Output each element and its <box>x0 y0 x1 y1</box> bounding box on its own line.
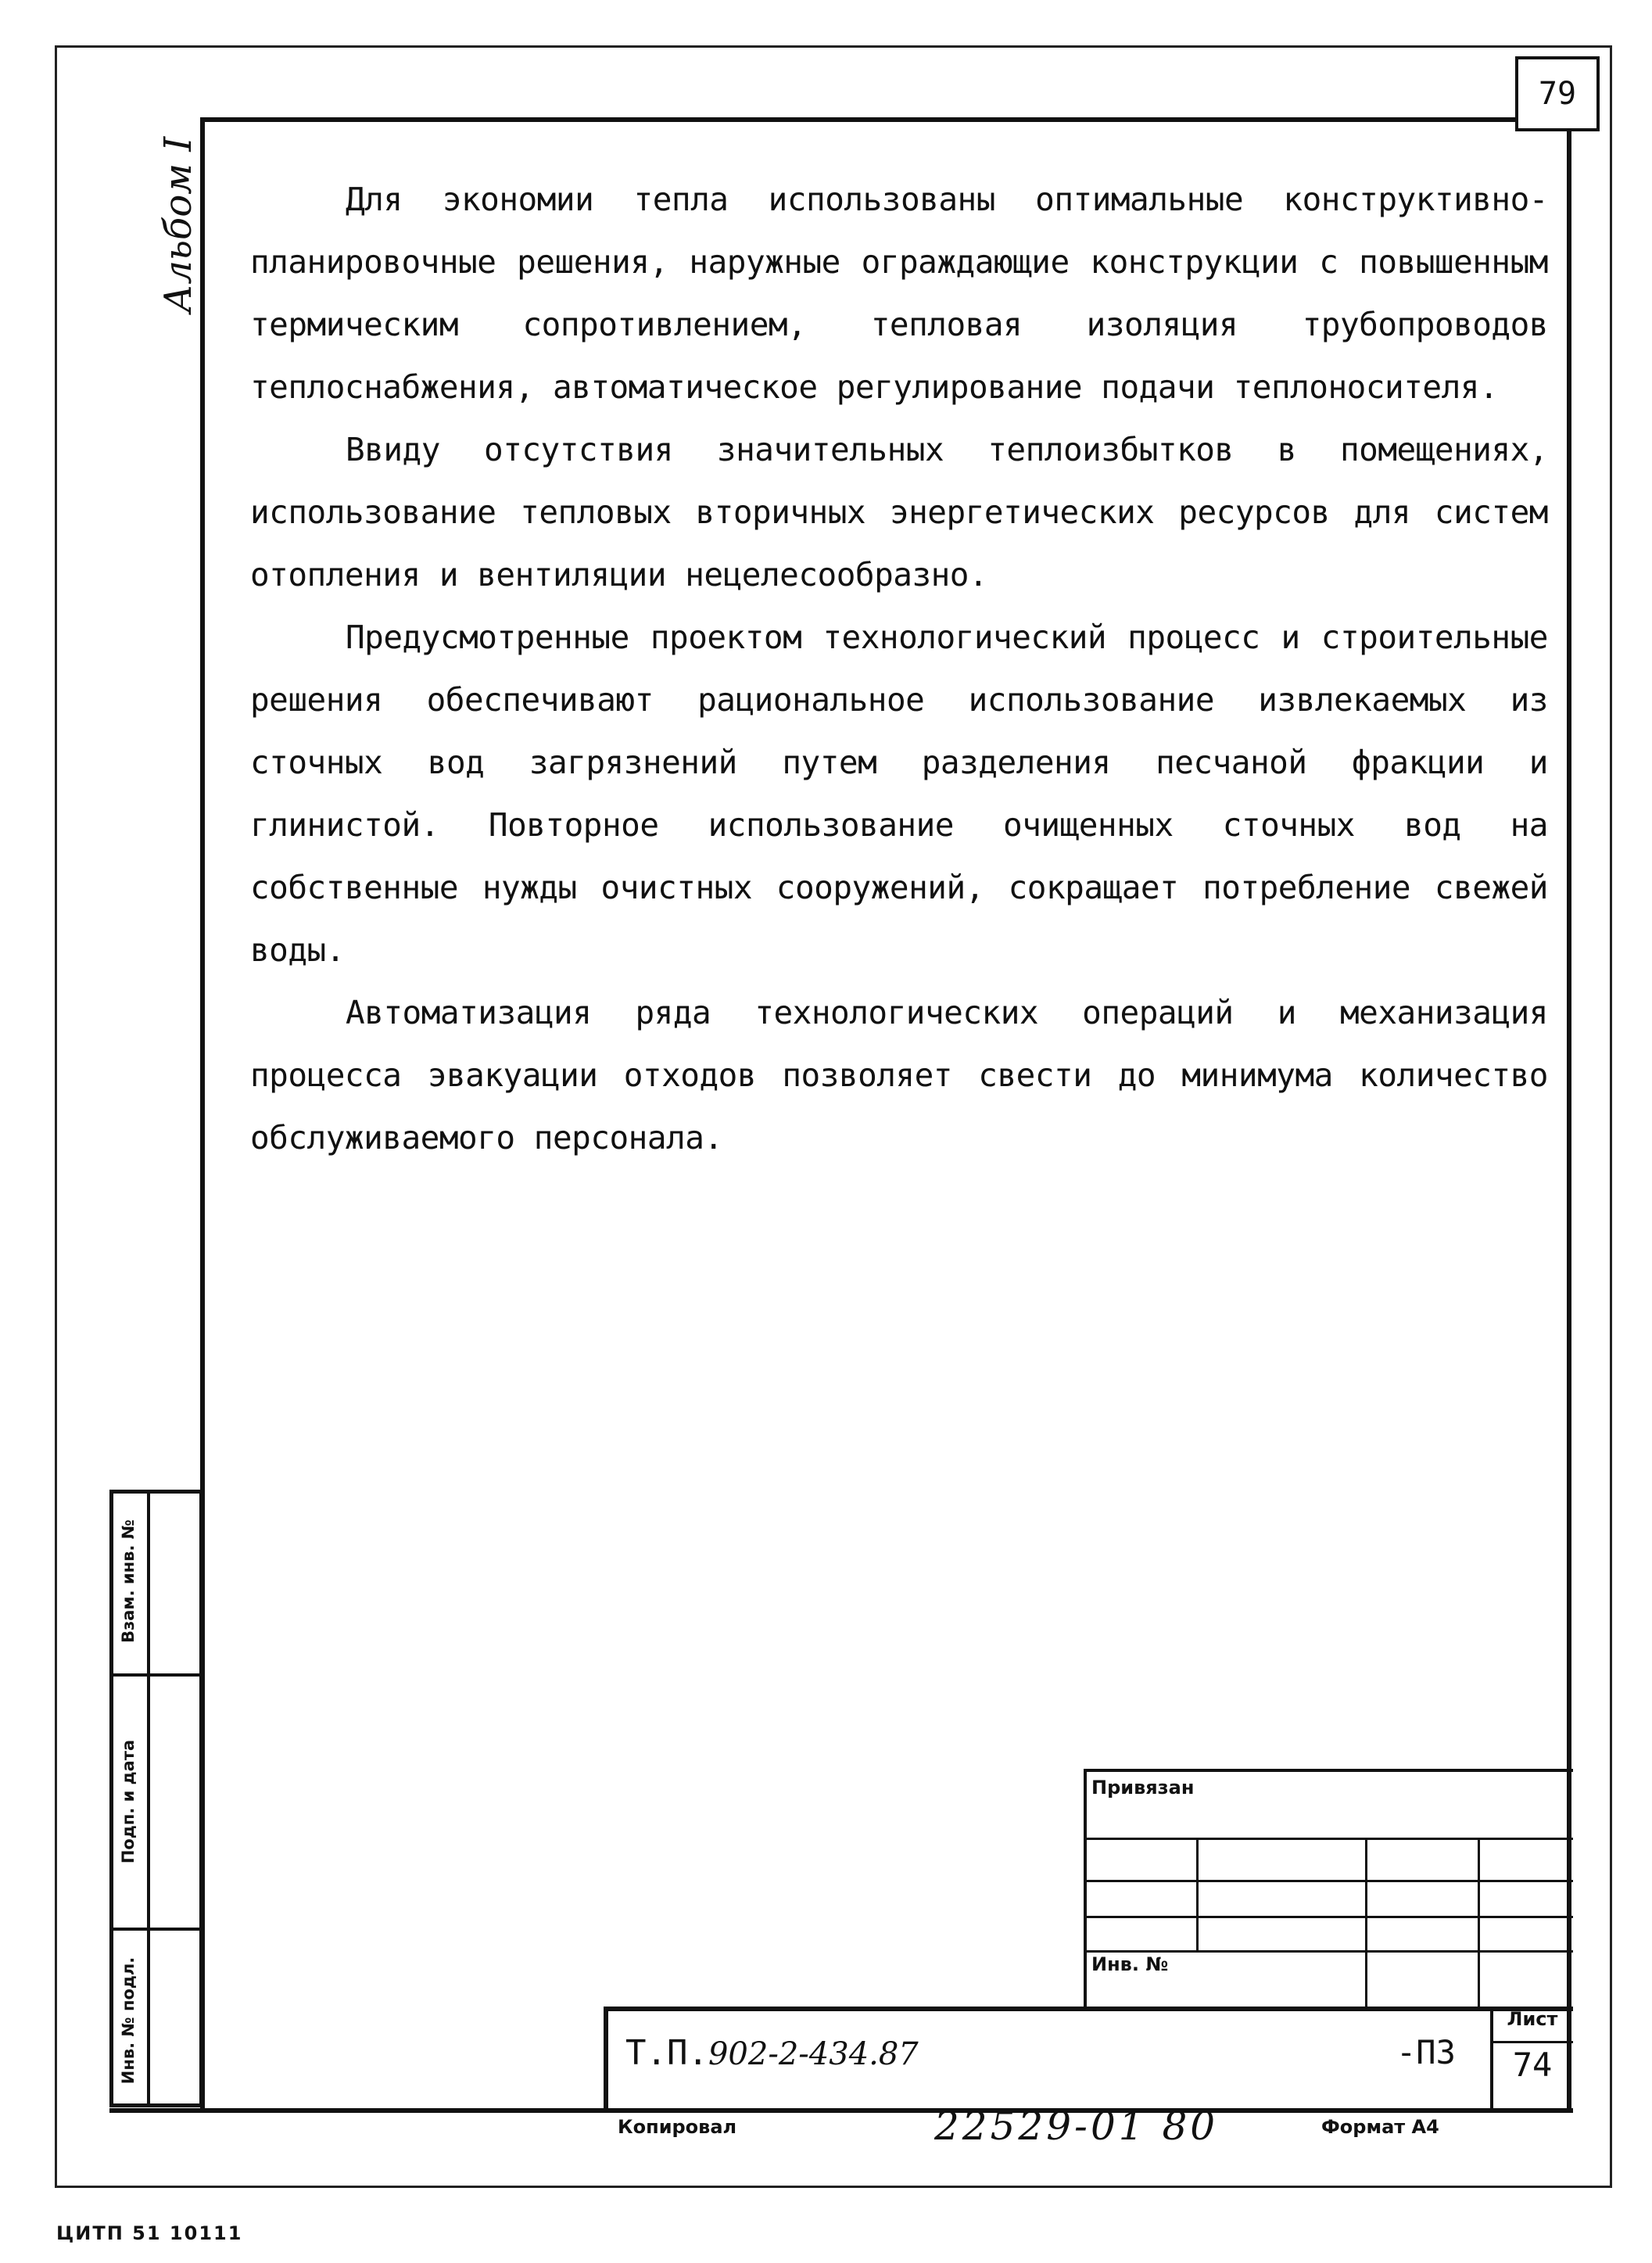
copy-number: 22529-01 80 <box>934 2103 1219 2149</box>
privyazan-col-line <box>1196 1838 1199 1950</box>
doc-code-number: 902-2-434.87 <box>708 2036 919 2072</box>
sheet-number: 74 <box>1512 2046 1553 2084</box>
inv-no-label: Инв. № <box>1091 1953 1169 1975</box>
stamp-strip-divider <box>109 1928 203 1931</box>
inv-podl-label: Инв. № подл. <box>119 1956 138 2085</box>
privyazan-row-line <box>1084 1838 1573 1840</box>
corner-page-number: 79 <box>1515 56 1600 131</box>
printer-mark: ЦИТП 51 10111 <box>56 2222 243 2244</box>
copied-label: Копировал <box>618 2116 737 2138</box>
doc-suffix: -ПЗ <box>1396 2033 1456 2071</box>
paragraph-4: Автоматизация ряда технологических операций и механизация процесса эвакуации отходов позволяет свести до минимума количество обслуживаемого персонала. <box>250 994 1548 1157</box>
paragraph-1: Для экономии тепла использованы оптимальные конструктивно-планировочные решения, наружные ограждающие конструкции с повышенным термическим сопротивлением, тепловая изоляция трубопроводов теплоснабжения, автоматическое регулирование подачи теплоносителя. <box>250 181 1548 406</box>
privyazan-label: Привязан <box>1091 1777 1195 1799</box>
document-code <box>625 2033 919 2073</box>
privyazan-col-line <box>1478 1838 1480 2007</box>
paragraph-2: Ввиду отсутствия значительных теплоизбытков в помещениях, использование тепловых вторичных энергетических ресурсов для систем отопления и вентиляции нецелесообразно. <box>250 431 1548 594</box>
format-label: Формат А4 <box>1321 2116 1439 2138</box>
privyazan-row-line <box>1084 1880 1573 1882</box>
sheet-box-divider <box>1490 2041 1573 2043</box>
body-text <box>250 168 1548 1169</box>
vzam-inv-label: Взам. инв. № <box>119 1519 138 1643</box>
frame-bottom-line <box>109 2108 1573 2113</box>
doc-prefix: Т.П. <box>625 2033 708 2073</box>
podp-data-label: Подп. и дата <box>119 1739 138 1864</box>
privyazan-row-line <box>1084 1916 1573 1918</box>
sheet-label: Лист <box>1507 2008 1558 2030</box>
album-label: Альбом I <box>156 136 200 313</box>
paragraph-3: Предусмотренные проектом технологический процесс и строительные решения обеспечивают рациональное использование извлекаемых из сточных вод загрязнений путем разделения песчаной фракции и глинистой. Повторное использование очищенных сточных вод на собственные нужды очистных сооружений, сокращает потребление свежей воды. <box>250 619 1548 969</box>
stamp-strip-divider <box>109 1673 203 1677</box>
privyazan-row-line <box>1084 1950 1573 1953</box>
privyazan-col-line <box>1365 1838 1367 2007</box>
